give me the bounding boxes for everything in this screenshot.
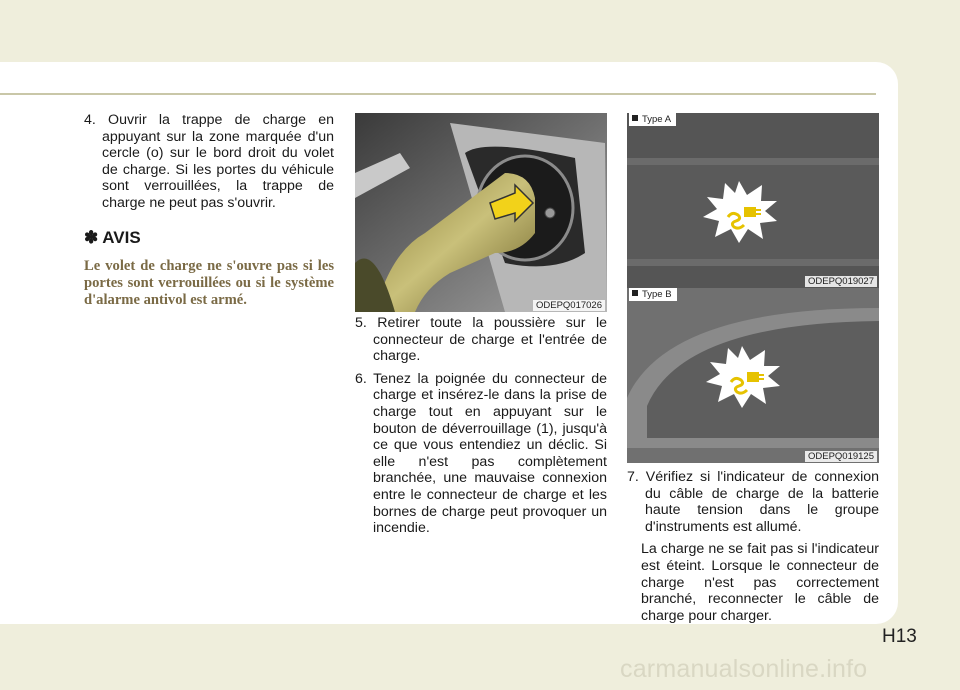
page-number: H13	[882, 626, 917, 647]
type-b-label: Type B	[642, 289, 672, 300]
charging-connector-illustration	[355, 113, 607, 312]
avis-title: AVIS	[102, 227, 141, 247]
figure-type-b	[627, 288, 879, 463]
avis-text: Le volet de charge ne s'ouvre pas si les portes sont verrouillées ou si le système d'alarme antivol est armé.	[84, 257, 334, 309]
figure-a-code: ODEPQ019027	[805, 276, 877, 287]
avis-heading	[84, 228, 334, 248]
indicator-type-a-illustration	[627, 113, 879, 288]
column-right	[627, 469, 879, 624]
column-left	[84, 112, 334, 309]
watermark: carmanualsonline.info	[620, 655, 868, 683]
step-6-text: 6. Tenez la poignée du connecteur de charge et insérez-le dans la prise de charge tout en appuyant sur le bouton de déverrouillage (1), jusqu'à ce que vous entendiez un déclic. Si elle n'est pas complètement branchée, une mauvaise connexion entre le connecteur de charge et les bornes de charge peut provoquer un incendie.	[355, 370, 607, 537]
figure-charging-port	[355, 113, 607, 312]
figure-b-code: ODEPQ019125	[805, 451, 877, 462]
header-rule	[0, 93, 876, 95]
figure-1-code: ODEPQ017026	[533, 300, 605, 311]
type-a-tag	[629, 113, 676, 126]
square-bullet-icon	[632, 290, 638, 296]
step-5-text: 5. Retirer toute la poussière sur le connecteur de charge et l'entrée de charge.	[355, 315, 607, 365]
type-b-tag	[629, 288, 677, 301]
indicator-type-b-illustration	[627, 288, 879, 463]
square-bullet-icon	[632, 115, 638, 121]
type-a-label: Type A	[642, 114, 672, 125]
avis-star-icon: ✽	[84, 227, 99, 247]
step-7-text: 7. Vérifiez si l'indicateur de connexion du câble de charge de la batterie haute tension dans le groupe d'instruments est allumé.	[627, 469, 879, 535]
step-4-text: 4. Ouvrir la trappe de charge en appuyant sur la zone marquée d'un cercle (o) sur le bord droit du volet de charge. Si les portes du véhicule sont verrouillées, la trappe de charge ne peut pas s'ouvrir.	[84, 112, 334, 211]
column-middle	[355, 315, 607, 537]
step-7-note: La charge ne se fait pas si l'indicateur est éteint. Lorsque le connecteur de charge n'est pas correctement branché, reconnecter le câble de charge pour charger.	[641, 541, 879, 624]
figure-type-a	[627, 113, 879, 288]
